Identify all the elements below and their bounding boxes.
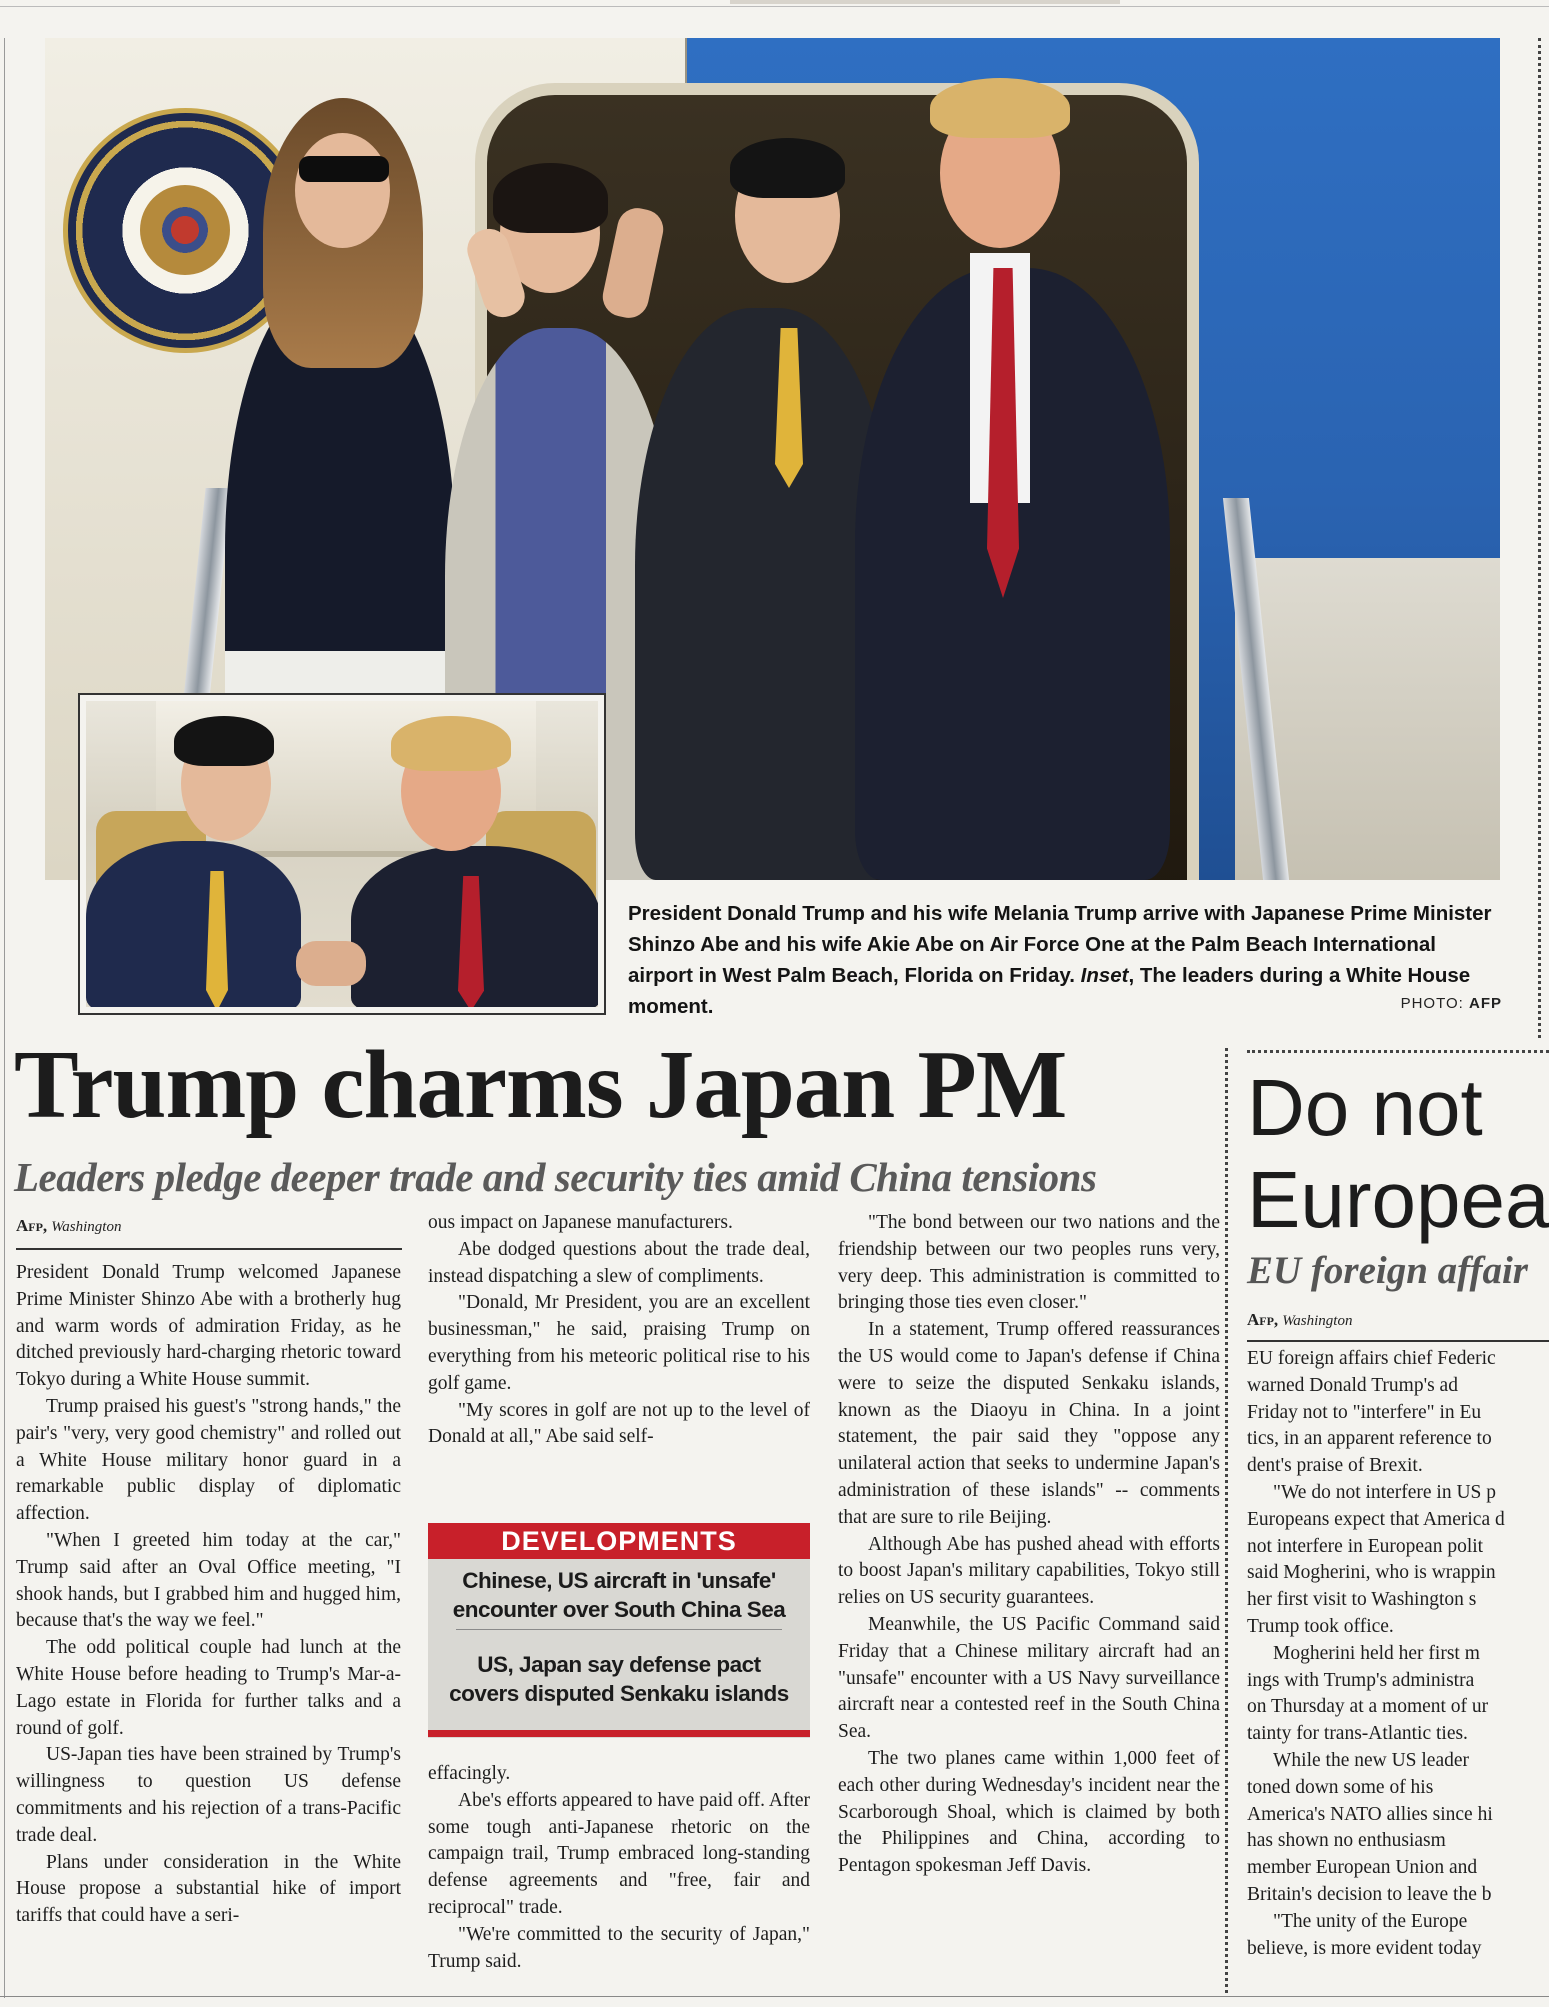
right-headline-line: Europea	[1247, 1155, 1549, 1244]
headline: Trump charms Japan PM	[14, 1031, 1067, 1138]
story-column-1	[16, 1260, 401, 1930]
right-subheadline: EU foreign affair	[1247, 1249, 1528, 1292]
story-column-2-bottom	[428, 1761, 810, 1975]
inset-photo	[78, 693, 606, 1015]
story-column-3	[838, 1210, 1220, 1880]
paragraph: Meanwhile, the US Pacific Command said Friday that a Chinese military aircraft had an "unsafe" encounter with a US Navy surveillance aircraft near a contested reef in the South China Sea.	[838, 1613, 1220, 1743]
right-story-line: tainty for trans-Atlantic ties.	[1247, 1723, 1468, 1745]
paragraph: "My scores in golf are not up to the level of Donald at all," Abe said self-	[428, 1399, 810, 1448]
column-divider-photo	[1538, 38, 1541, 1038]
photo-caption	[628, 898, 1502, 1022]
hair	[391, 716, 511, 771]
right-story-line: While the new US leader	[1273, 1749, 1470, 1771]
face	[295, 133, 390, 248]
right-story-line: Britain's decision to leave the b	[1247, 1883, 1492, 1905]
eagle-emblem-icon	[140, 185, 230, 275]
right-story-line: EU foreign affairs chief Federic	[1247, 1348, 1496, 1369]
developments-box	[428, 1523, 810, 1738]
bottom-rule	[0, 1996, 1549, 1997]
sunglasses-icon	[299, 156, 389, 182]
photo-credit	[1401, 995, 1502, 1012]
right-story-line: "The unity of the Europe	[1273, 1910, 1468, 1932]
paragraph: Plans under consideration in the White House propose a substantial hike of import tariffs that could have a seri-	[16, 1851, 401, 1927]
right-story-line: warned Donald Trump's ad	[1247, 1374, 1458, 1396]
byline-place: Washington	[1282, 1313, 1353, 1329]
paragraph: The two planes came within 1,000 feet of each other during Wednesday's incident near the Scarborough Shoal, which is claimed by both the Philippines and China, according to Pentagon spokesman Jeff Davis.	[838, 1747, 1220, 1877]
development-line: US, Japan say defense pact	[477, 1652, 761, 1677]
developments-separator	[456, 1629, 782, 1630]
byline	[16, 1216, 121, 1236]
right-story-line: member European Union and	[1247, 1857, 1478, 1879]
development-line: Chinese, US aircraft in 'unsafe'	[462, 1568, 776, 1593]
caption-inset-word: Inset	[1080, 964, 1129, 987]
paragraph: Abe dodged questions about the trade deal, instead dispatching a slew of compliments.	[428, 1238, 810, 1287]
development-item-1	[428, 1566, 810, 1624]
right-story-line: dent's praise of Brexit.	[1247, 1455, 1423, 1477]
byline-rule	[16, 1248, 402, 1250]
right-byline-rule	[1247, 1340, 1549, 1342]
right-story-line: Trump took office.	[1247, 1615, 1394, 1637]
right-headline	[1247, 1062, 1549, 1246]
right-story-line: said Mogherini, who is wrappin	[1247, 1562, 1496, 1584]
development-line: covers disputed Senkaku islands	[449, 1681, 789, 1706]
left-margin-rule	[4, 38, 5, 1998]
right-story-line: Friday not to "interfere" in Eu	[1247, 1401, 1482, 1423]
right-story-line: Mogherini held her first m	[1273, 1642, 1480, 1664]
right-story-line: "We do not interfere in US p	[1273, 1481, 1497, 1503]
byline-agency: Afp,	[1247, 1310, 1279, 1329]
inset-abe	[86, 841, 301, 1007]
paragraph: ous impact on Japanese manufacturers.	[428, 1212, 733, 1233]
paragraph: Abe's efforts appeared to have paid off. After some tough anti-Japanese rhetoric on the campaign trail, Trump embraced long-standing defense agreements and "free, fair and reciprocal" trade.	[428, 1789, 810, 1918]
caption-text: President Donald Trump and his wife Melania Trump arrive with Japanese Prime Minister Shinzo Abe and his wife Akie Abe on Air Force One at the Palm Beach International airport in West Palm Beach, Florida on Friday.	[628, 902, 1492, 987]
hair	[730, 138, 845, 198]
credit-source: AFP	[1469, 995, 1502, 1012]
credit-label: PHOTO:	[1400, 995, 1469, 1012]
right-story-line: her first visit to Washington s	[1247, 1589, 1477, 1611]
development-item-2	[428, 1650, 810, 1708]
hair	[493, 163, 608, 233]
byline-place: Washington	[51, 1219, 122, 1235]
right-story-line: believe, is more evident today	[1247, 1937, 1482, 1959]
hair	[930, 78, 1070, 138]
paragraph: Trump praised his guest's "strong hands," the pair's "very, very good chemistry" and rolled out a White House military honor guard in a remarkable public display of diplomatic affection.	[16, 1395, 401, 1525]
paragraph: The odd political couple had lunch at the White House before heading to Trump's Mar-a-Lago estate in Florida for further talks and a round of golf.	[16, 1637, 401, 1739]
column-divider-story	[1225, 1048, 1228, 1993]
paragraph: "Donald, Mr President, you are an excellent businessman," he said, praising Trump on everything from his meteoric political rise to his golf game.	[428, 1292, 810, 1394]
right-headline-line: Do not	[1247, 1063, 1483, 1152]
paragraph: "We're committed to the security of Japan," Trump said.	[428, 1923, 810, 1972]
right-byline	[1247, 1310, 1352, 1330]
paragraph: Although Abe has pushed ahead with efforts to boost Japan's military capabilities, Tokyo still relies on US security guarantees.	[838, 1533, 1220, 1609]
top-tab	[730, 0, 1120, 4]
paragraph: "The bond between our two nations and the friendship between our two peoples runs very, very deep. This administration is committed to bringing those ties even closer."	[838, 1212, 1220, 1314]
development-line: encounter over South China Sea	[452, 1597, 786, 1622]
right-story-line: has shown no enthusiasm	[1247, 1830, 1446, 1852]
byline-agency: Afp,	[16, 1216, 48, 1235]
story-column-2-top	[428, 1210, 810, 1451]
right-story-line: on Thursday at a moment of ur	[1247, 1696, 1489, 1718]
right-story-line: ings with Trump's administra	[1247, 1669, 1475, 1691]
right-story-line: America's NATO allies since hi	[1247, 1803, 1493, 1825]
caption-text-end: , The leaders during a White House moment.	[628, 964, 1471, 1018]
paragraph: President Donald Trump welcomed Japanese Prime Minister Shinzo Abe with a brotherly hug and warm words of admiration Friday, as he ditched previously hard-charging rhetoric toward Tokyo during a White House summit.	[16, 1262, 401, 1391]
right-story-line: Europeans expect that America d	[1247, 1508, 1505, 1530]
right-story-column	[1247, 1346, 1549, 1986]
right-story-line: toned down some of his	[1247, 1776, 1434, 1798]
right-story-top-rule	[1247, 1050, 1549, 1053]
hair	[174, 716, 274, 766]
developments-bottom-bar	[428, 1730, 810, 1737]
handshake-icon	[296, 941, 366, 986]
right-story-line: tics, in an apparent reference to	[1247, 1428, 1492, 1450]
subheadline: Leaders pledge deeper trade and security ties amid China tensions	[14, 1154, 1097, 1200]
top-rule	[0, 0, 1549, 7]
developments-title: DEVELOPMENTS	[428, 1523, 810, 1559]
paragraph: US-Japan ties have been strained by Trump's willingness to question US defense commitments and his rejection of a trans-Pacific trade deal.	[16, 1744, 401, 1846]
paragraph: In a statement, Trump offered reassurances the US would come to Japan's defense if China were to seize the disputed Senkaku islands, known as the Diaoyu in China. In a joint statement, the pair said they "oppose any unilateral action that seeks to undermine Japan's administration of these islands" -- comments that are sure to rile Beijing.	[838, 1319, 1220, 1528]
right-story-line: not interfere in European polit	[1247, 1535, 1484, 1557]
paragraph: "When I greeted him today at the car," Trump said after an Oval Office meeting, "I shook hands, but I grabbed him and hugged him, because that's the way we feel."	[16, 1529, 401, 1632]
paragraph: effacingly.	[428, 1763, 511, 1784]
